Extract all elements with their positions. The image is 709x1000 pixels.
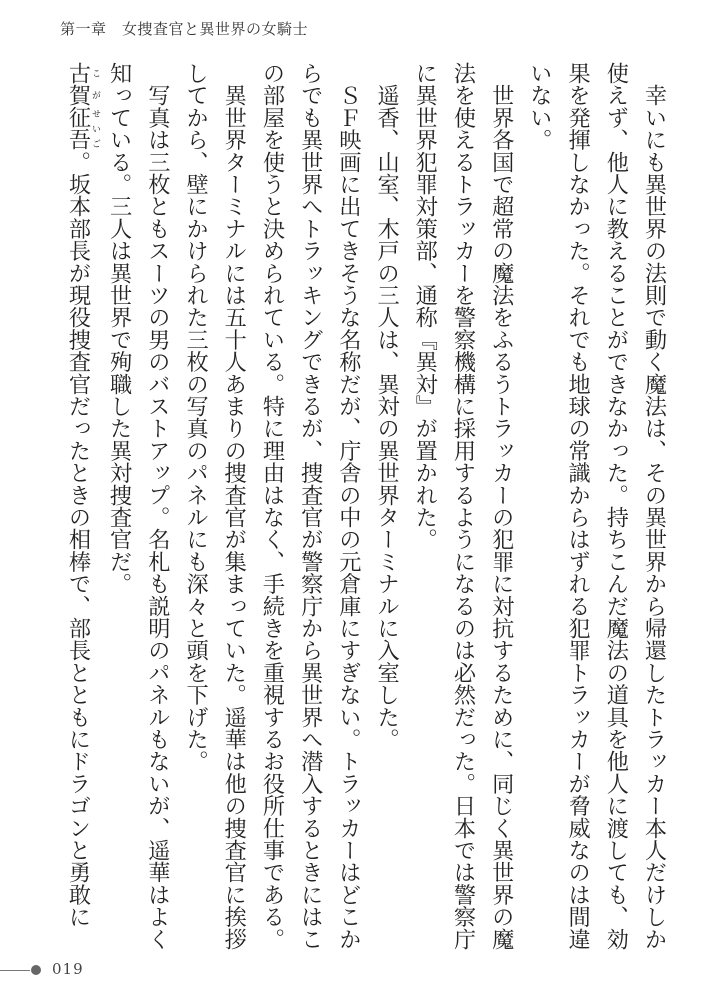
text-line: ＳＦ映画に出てきそうな名称だが、庁舎の中の元倉庫にすぎない。トラッカーはどこか bbox=[335, 62, 362, 950]
text-line: 写真は三枚ともスーツの男のバストアップ。名札も説明のパネルもないが、遥華はよく bbox=[144, 62, 171, 950]
ruby-koga bbox=[64, 62, 100, 107]
text-line: してから、壁にかけられた三枚の写真のパネルにも深々と頭を下げた。 bbox=[182, 62, 209, 773]
text-line: らでも異世界へトラッキングできるが、捜査官が警察庁から異世界へ潜入するときにはこ bbox=[297, 62, 324, 950]
text-line: 遥香、山室、木戸の三人は、異対の異世界ターミナルに入室した。 bbox=[373, 62, 400, 751]
text-line: の部屋を使うと決められている。特に理由はなく、手続きを重視するお役所仕事である。 bbox=[258, 62, 285, 950]
page-number: 019 bbox=[52, 960, 84, 978]
running-header: 第一章 女捜査官と異世界の女騎士 bbox=[60, 20, 309, 38]
ruby-text: せいご bbox=[89, 106, 100, 151]
footer-dot-icon bbox=[31, 965, 41, 975]
text-line: 異世界ターミナルには五十人あまりの捜査官が集まっていた。遥華は他の捜査官に挨拶 bbox=[220, 62, 247, 950]
text-line-with-ruby bbox=[59, 62, 100, 962]
ruby-text: こが bbox=[89, 62, 100, 107]
ruby-base: 古賀 bbox=[64, 62, 91, 107]
text-line: 法を使えるトラッカーを警察機構に採用するようになるのは必然だった。日本では警察庁 bbox=[449, 62, 476, 950]
text-line: 世界各国で超常の魔法をふるうトラッカーの犯罪に対抗するために、同じく異世界の魔 bbox=[488, 62, 515, 950]
text-line: 幸いにも異世界の法則で動く魔法は、その異世界から帰還したトラッカー本人だけしか bbox=[641, 62, 667, 950]
text-line: に異世界犯罪対策部、通称『異対』が置かれた。 bbox=[411, 62, 438, 551]
text-line-rest: 。坂本部長が現役捜査官だったときの相棒で、部長とともにドラゴンと勇敢に bbox=[64, 150, 91, 928]
footer-rule bbox=[0, 970, 30, 971]
ruby-seigo bbox=[64, 106, 100, 151]
body-text bbox=[59, 62, 673, 962]
text-line: 果を発揮しなかった。それでも地球の常識からはずれる犯罪トラッカーが脅威なのは間違 bbox=[564, 62, 591, 950]
ruby-base: 征吾 bbox=[64, 106, 91, 151]
text-line: いない。 bbox=[526, 62, 553, 151]
text-line: 使えず、他人に教えることができなかった。持ちこんだ魔法の道具を他人に渡しても、効 bbox=[602, 62, 629, 950]
text-line: 知っている。三人は異世界で殉職した異対捜査官だ。 bbox=[106, 62, 133, 595]
